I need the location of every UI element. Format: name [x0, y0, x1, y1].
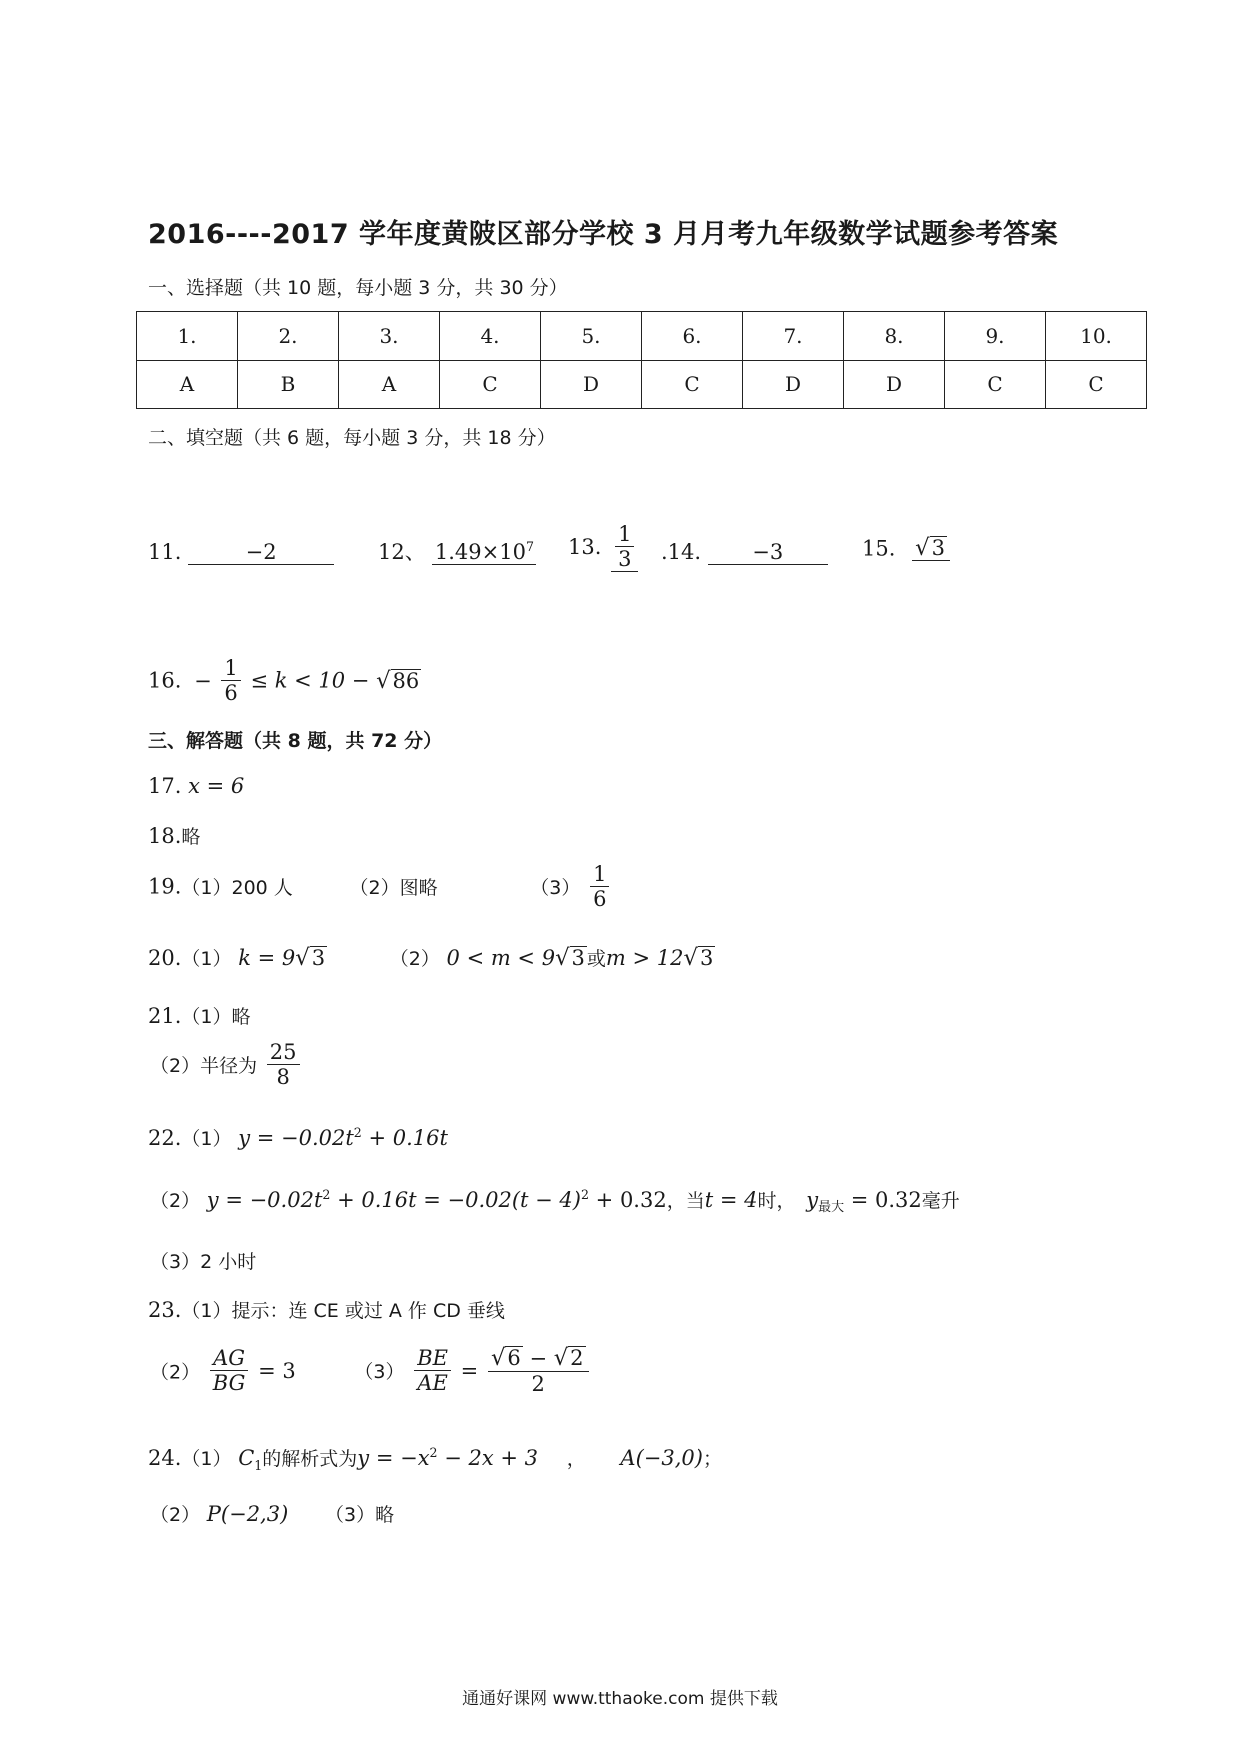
fraction	[590, 862, 609, 911]
text: 的解析式为	[262, 1448, 358, 1470]
minus-sign: −	[194, 668, 212, 693]
fraction	[267, 1040, 300, 1089]
expression: k = 9	[238, 946, 296, 970]
question-label: 16.	[148, 668, 182, 693]
exponent: 2	[353, 1125, 362, 1140]
answer-q21-part2	[150, 1040, 303, 1089]
answer-value: −2	[188, 540, 334, 565]
part-2: （2）	[389, 948, 440, 970]
numerator: 25	[267, 1040, 300, 1065]
question-label: 15.	[862, 536, 896, 561]
answer-q24-part1	[148, 1444, 722, 1473]
answer-value	[432, 539, 536, 565]
answer-cell: D	[743, 360, 844, 409]
times-sign: ×	[481, 540, 500, 564]
radicand: 3	[311, 945, 326, 970]
exponent: 2	[429, 1445, 438, 1460]
radicand: 3	[699, 945, 714, 970]
question-number: 2.	[238, 312, 339, 361]
expression: y = −x	[357, 1446, 430, 1470]
part-3: （3）略	[324, 1504, 395, 1526]
denominator: 6	[224, 681, 238, 706]
answer-cell: A	[137, 360, 238, 409]
part-3: （3）	[354, 1361, 405, 1384]
answer-value	[912, 536, 950, 561]
square-root: √ 3	[555, 945, 585, 971]
fraction	[221, 656, 240, 705]
expression: 0 < m < 9	[446, 946, 556, 970]
point: A(−3,0)	[620, 1446, 703, 1470]
question-number: 7.	[743, 312, 844, 361]
square-root: √ 2	[553, 1345, 584, 1372]
section3-heading: 三、解答题（共 8 题，共 72 分）	[148, 730, 443, 752]
mantissa: 1.49	[434, 540, 482, 564]
denominator: BG	[212, 1371, 246, 1396]
part-3: （3）2 小时	[150, 1251, 257, 1273]
radicand: 3	[931, 536, 945, 560]
question-number: 1.	[137, 312, 238, 361]
subscript: 1	[254, 1458, 263, 1474]
power-base: 10	[499, 540, 526, 564]
question-number: 10.	[1046, 312, 1147, 361]
square-root: √ 6	[490, 1345, 521, 1372]
part-1: （1）	[181, 1448, 232, 1470]
variable: y	[806, 1188, 819, 1212]
radicand: 3	[571, 945, 585, 970]
question-label: 11.	[148, 540, 182, 564]
expression: + 0.16t = −0.02(t − 4)	[330, 1188, 581, 1212]
question-label: 18.	[148, 824, 182, 848]
part-2: （2）图略	[349, 877, 438, 900]
answer-q18	[148, 822, 200, 849]
expression: t = 4	[704, 1188, 758, 1212]
answer-cell: C	[642, 360, 743, 409]
answer-cell: D	[541, 360, 642, 409]
answer-q22-part3	[150, 1247, 256, 1274]
equals-sign: =	[460, 1358, 479, 1383]
question-label: 24.	[148, 1446, 182, 1470]
question-label: 22.	[148, 1126, 182, 1150]
part-3: （3）	[530, 877, 581, 900]
point: P(−2,3)	[206, 1502, 289, 1526]
part-2: （2）	[150, 1190, 201, 1212]
radicand: 86	[392, 668, 420, 693]
answer-text: 略	[181, 826, 201, 848]
answer-q21-part1	[148, 1002, 251, 1029]
answer-q12	[378, 536, 536, 566]
answer-cell: D	[844, 360, 945, 409]
answer-cell: A	[339, 360, 440, 409]
square-root: √ 86	[376, 668, 420, 694]
question-number: 3.	[339, 312, 440, 361]
fraction	[210, 1346, 249, 1395]
answer-q17	[148, 774, 244, 798]
answer-q11	[148, 540, 334, 565]
radicand: 2	[570, 1346, 584, 1370]
numerator: AG	[210, 1346, 248, 1371]
answer-q22-part1	[148, 1124, 448, 1151]
inequality: ≤ k < 10 −	[250, 668, 370, 693]
part-1: （1）	[181, 1128, 232, 1150]
fraction	[611, 522, 638, 572]
answer-cell: C	[945, 360, 1046, 409]
question-number: 5.	[541, 312, 642, 361]
question-number: 9.	[945, 312, 1046, 361]
answer-cell: B	[238, 360, 339, 409]
expression: = 0.32	[844, 1188, 922, 1212]
expression: = 3	[258, 1358, 296, 1383]
question-number: 6.	[642, 312, 743, 361]
exponent: 2	[322, 1187, 331, 1202]
numerator: 1	[221, 656, 240, 681]
question-label: 21.	[148, 1004, 182, 1028]
section2-heading: 二、填空题（共 6 题，每小题 3 分，共 18 分）	[148, 427, 556, 449]
question-label: .14.	[661, 540, 702, 564]
expression: m > 12	[605, 946, 684, 970]
exponent: 7	[525, 539, 534, 554]
question-label: 19.	[148, 874, 182, 899]
numerator	[488, 1346, 589, 1372]
unit: 毫升	[921, 1190, 960, 1212]
answer-q23-part2-3	[150, 1346, 592, 1396]
part-1: （1）提示：连 CE 或过 A 作 CD 垂线	[181, 1300, 505, 1322]
part-2: （2）	[150, 1361, 201, 1384]
part-2: （2）半径为	[150, 1055, 258, 1078]
subscript: 最大	[818, 1200, 845, 1215]
square-root: √ 3	[295, 945, 326, 971]
radicand: 6	[507, 1346, 521, 1370]
answer-q16	[148, 656, 421, 705]
page-title: 2016----2017 学年度黄陂区部分学校 3 月月考九年级数学试题参考答案	[148, 219, 1059, 250]
exponent: 2	[580, 1187, 589, 1202]
expression: y = −0.02t	[206, 1188, 323, 1212]
answer-cell: C	[1046, 360, 1147, 409]
question-label: 12、	[378, 540, 426, 564]
numerator: 1	[590, 862, 609, 887]
numerator: BE	[414, 1346, 451, 1371]
footer-text: 通通好课网 www.tthaoke.com 提供下载	[462, 1689, 778, 1709]
denominator: 6	[593, 887, 607, 912]
curve-name: C	[238, 1446, 255, 1470]
question-label: 20.	[148, 946, 182, 970]
table-row-answers	[137, 360, 1147, 409]
question-label: 17.	[148, 774, 182, 798]
answer-cell: C	[440, 360, 541, 409]
denominator: 2	[531, 1371, 545, 1396]
answer-q20	[148, 944, 715, 971]
expression: + 0.16t	[361, 1126, 448, 1150]
denominator: AE	[417, 1371, 448, 1396]
semicolon: ；	[702, 1448, 722, 1470]
expression: − 2x + 3	[437, 1446, 539, 1470]
answer-q23-part1	[148, 1296, 505, 1323]
denominator: 8	[276, 1065, 290, 1090]
expression: + 0.32	[589, 1188, 667, 1212]
question-number: 8.	[844, 312, 945, 361]
text: 时，	[757, 1190, 796, 1212]
or-text: 或	[586, 948, 606, 970]
part-1: （1）	[181, 948, 232, 970]
square-root: √ 3	[683, 945, 714, 971]
question-number: 4.	[440, 312, 541, 361]
comma: ，	[566, 1448, 586, 1470]
denominator: 3	[618, 547, 632, 572]
expression: y = −0.02t	[238, 1126, 354, 1150]
answer-q24-part2-3	[150, 1500, 394, 1527]
answer-q22-part2	[150, 1186, 960, 1215]
question-label: 13.	[568, 535, 602, 560]
part-1: （1）200 人	[181, 877, 293, 900]
fraction	[414, 1346, 451, 1395]
table-row-numbers	[137, 312, 1147, 361]
answer-value: −3	[708, 540, 828, 565]
section1-heading: 一、选择题（共 10 题，每小题 3 分，共 30 分）	[148, 277, 568, 299]
answer-q19	[148, 862, 612, 911]
answer-expression: x = 6	[188, 774, 245, 798]
text: ，当	[666, 1190, 705, 1212]
minus-sign: −	[522, 1346, 554, 1371]
question-label: 23.	[148, 1298, 182, 1322]
answer-q15	[862, 536, 950, 561]
fraction	[488, 1346, 589, 1396]
choice-answer-table	[136, 311, 1147, 409]
part-2: （2）	[150, 1504, 201, 1526]
square-root: √ 3	[915, 535, 945, 562]
part-1: （1）略	[181, 1006, 251, 1028]
answer-q13	[568, 522, 641, 572]
numerator: 1	[615, 522, 634, 547]
answer-q14	[661, 540, 828, 565]
